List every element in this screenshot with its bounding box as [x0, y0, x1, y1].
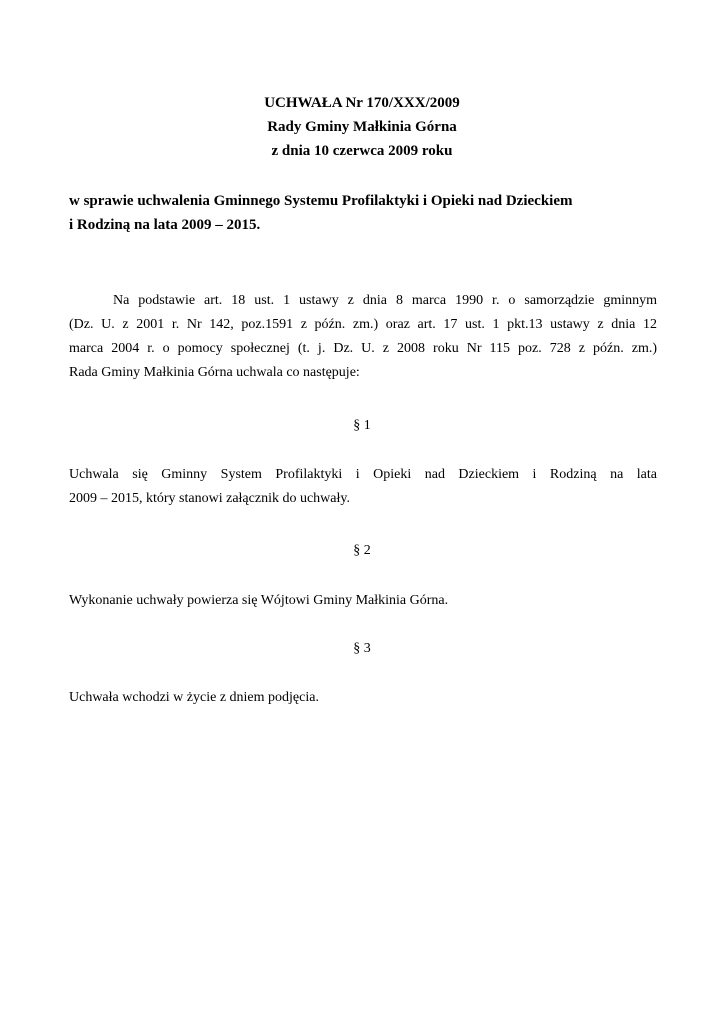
subject-line-1: w sprawie uchwalenia Gminnego Systemu Profilaktyki i Opieki nad Dzieckiem — [69, 193, 573, 209]
issuing-council: Rady Gminy Małkinia Górna — [267, 119, 457, 135]
resolution-date: z dnia 10 czerwca 2009 roku — [271, 143, 453, 159]
section-2-sign: § 2 — [353, 543, 371, 558]
resolution-subject — [69, 189, 659, 237]
section-3-text — [69, 686, 657, 710]
legal-basis-line-2: (Dz. U. z 2001 r. Nr 142, poz.1591 z późn. zm.) oraz art. 17 ust. 1 pkt.13 ustawy z dnia 12 — [69, 317, 657, 332]
section-3-line-1: Uchwała wchodzi w życie z dniem podjęcia. — [69, 690, 319, 705]
section-3-sign: § 3 — [353, 641, 371, 656]
legal-basis-paragraph — [69, 289, 657, 385]
legal-basis-line-4: Rada Gminy Małkinia Górna uchwala co następuje: — [69, 365, 360, 380]
section-1-text — [69, 463, 657, 511]
section-1-line-2: 2009 – 2015, który stanowi załącznik do uchwały. — [69, 491, 350, 506]
section-1-sign: § 1 — [353, 418, 371, 433]
legal-basis-line-1: Na podstawie art. 18 ust. 1 ustawy z dnia 8 marca 1990 r. o samorządzie gminnym — [113, 293, 657, 308]
section-2-line-1: Wykonanie uchwały powierza się Wójtowi Gminy Małkinia Górna. — [69, 593, 449, 608]
resolution-header — [0, 91, 724, 163]
legal-basis-line-3: marca 2004 r. o pomocy społecznej (t. j. Dz. U. z 2008 roku Nr 115 poz. 728 z późn. zm.) — [69, 341, 657, 356]
subject-line-2: i Rodziną na lata 2009 – 2015. — [69, 217, 261, 233]
section-2-text — [69, 589, 657, 613]
resolution-number: UCHWAŁA Nr 170/XXX/2009 — [264, 95, 460, 111]
section-1-line-1: Uchwala się Gminny System Profilaktyki i Opieki nad Dzieckiem i Rodziną na lata — [69, 467, 657, 482]
